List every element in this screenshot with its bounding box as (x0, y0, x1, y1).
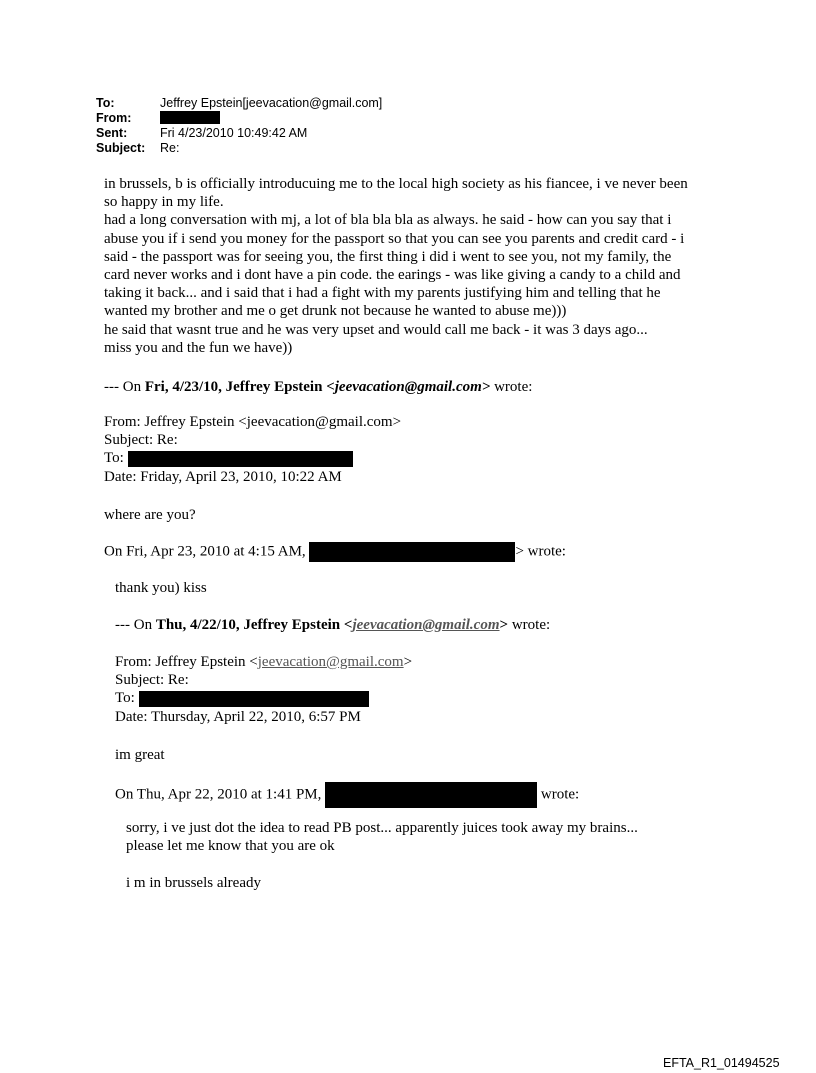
quote1-subject: Subject: Re: (104, 432, 178, 449)
body-line: card never works and i dont have a pin code. the earings - was like giving a candy to a child and (104, 266, 681, 283)
email-header (96, 96, 382, 156)
quote3-message-text: im great (115, 747, 165, 763)
quote3-intro-suffix: wrote: (508, 617, 551, 633)
quote3-headers (115, 653, 412, 726)
redaction-bar (325, 782, 537, 808)
quote3-intro (115, 616, 550, 634)
quote1-headers (104, 413, 401, 486)
body-line: so happy in my life. (104, 194, 224, 211)
quote2-message (115, 579, 207, 597)
body-line: taking it back... and i said that i had a fight with my parents justifying him and telling that he (104, 285, 661, 302)
from-label: From: (96, 111, 132, 125)
quote1-intro-date: Fri, 4/23/10, Jeffrey Epstein (144, 379, 327, 395)
body-line: wanted my brother and me o get drunk not because he wanted to abuse me))) (104, 303, 567, 320)
from-row (96, 111, 382, 126)
document-id: EFTA_R1_01494525 (663, 1056, 780, 1070)
quote4-message-2 (126, 874, 261, 892)
quote3-date: Date: Thursday, April 22, 2010, 6:57 PM (115, 708, 361, 725)
quote3-from-email-link[interactable]: jeevacation@gmail.com (257, 654, 404, 670)
quote1-intro (104, 378, 532, 396)
quote3-from-prefix: From: Jeffrey Epstein < (115, 654, 258, 670)
quote4-line: sorry, i ve just dot the idea to read PB post... apparently juices took away my brains... (126, 820, 638, 836)
quote4-intro-suffix: wrote: (537, 786, 580, 803)
body-line: abuse you if i send you money for the passport so that you can see you parents and credit card - i (104, 230, 685, 247)
to-row (96, 96, 382, 111)
subject-row (96, 141, 382, 156)
quote4-intro (115, 782, 580, 803)
quote2-intro-prefix: On Fri, Apr 23, 2010 at 4:15 AM, (104, 543, 310, 560)
sent-label: Sent: (96, 126, 128, 140)
body-line: in brussels, b is officially introducuing me to the local high society as his fiancee, i ve never been (104, 176, 688, 192)
to-label: To: (96, 96, 115, 110)
quote1-date: Date: Friday, April 23, 2010, 10:22 AM (104, 468, 342, 485)
quote3-to-row (115, 689, 412, 707)
quote3-message (115, 746, 165, 764)
quote4-intro-prefix: On Thu, Apr 22, 2010 at 1:41 PM, (115, 786, 326, 803)
quote3-intro-prefix: --- On (115, 617, 156, 633)
quote1-intro-suffix: wrote: (490, 379, 533, 395)
quote1-to: To: (104, 450, 128, 467)
to-value: Jeffrey Epstein[jeevacation@gmail.com] (160, 96, 383, 110)
quote3-to: To: (115, 690, 139, 707)
sent-value: Fri 4/23/2010 10:49:42 AM (160, 126, 308, 140)
redaction-bar (160, 111, 220, 124)
quote4-line: i m in brussels already (126, 875, 261, 891)
quote1-to-row (104, 449, 401, 467)
quote4-message (126, 819, 638, 855)
quote2-intro-suffix: > wrote: (515, 543, 566, 560)
quote3-subject: Subject: Re: (115, 672, 189, 689)
quote2-message-text: thank you) kiss (115, 580, 207, 596)
body-line: had a long conversation with mj, a lot of bla bla bla as always. he said - how can you say that i (104, 212, 672, 229)
quote3-intro-lt: < (343, 617, 353, 633)
quote4-line: please let me know that you are ok (126, 838, 335, 855)
quote2-intro (104, 542, 566, 560)
quote1-intro-email: <jeevacation@gmail.com> (326, 379, 491, 395)
quote1-from: From: Jeffrey Epstein <jeevacation@gmail.com> (104, 414, 402, 430)
quote3-from-suffix: > (403, 654, 413, 670)
body-line: miss you and the fun we have)) (104, 339, 293, 356)
redaction-bar (139, 691, 369, 707)
quote1-intro-prefix: --- On (104, 379, 145, 395)
body-line: said - the passport was for seeing you, the first thing i did i went to see you, not my family, the (104, 248, 672, 265)
subject-value: Re: (160, 141, 180, 155)
redaction-bar (309, 542, 515, 562)
subject-label: Subject: (96, 141, 146, 155)
quote1-message-text: where are you? (104, 507, 196, 523)
email-body (104, 175, 688, 357)
redaction-bar (128, 451, 353, 467)
body-line: he said that wasnt true and he was very upset and would call me back - it was 3 days ago... (104, 321, 648, 338)
quote3-from-row (115, 653, 412, 671)
sent-row (96, 126, 382, 141)
quote1-message (104, 506, 196, 524)
quote3-email-link[interactable]: jeevacation@gmail.com (352, 617, 500, 633)
quote3-intro-gt: > (499, 617, 509, 633)
quote3-intro-date: Thu, 4/22/10, Jeffrey Epstein (155, 617, 344, 633)
